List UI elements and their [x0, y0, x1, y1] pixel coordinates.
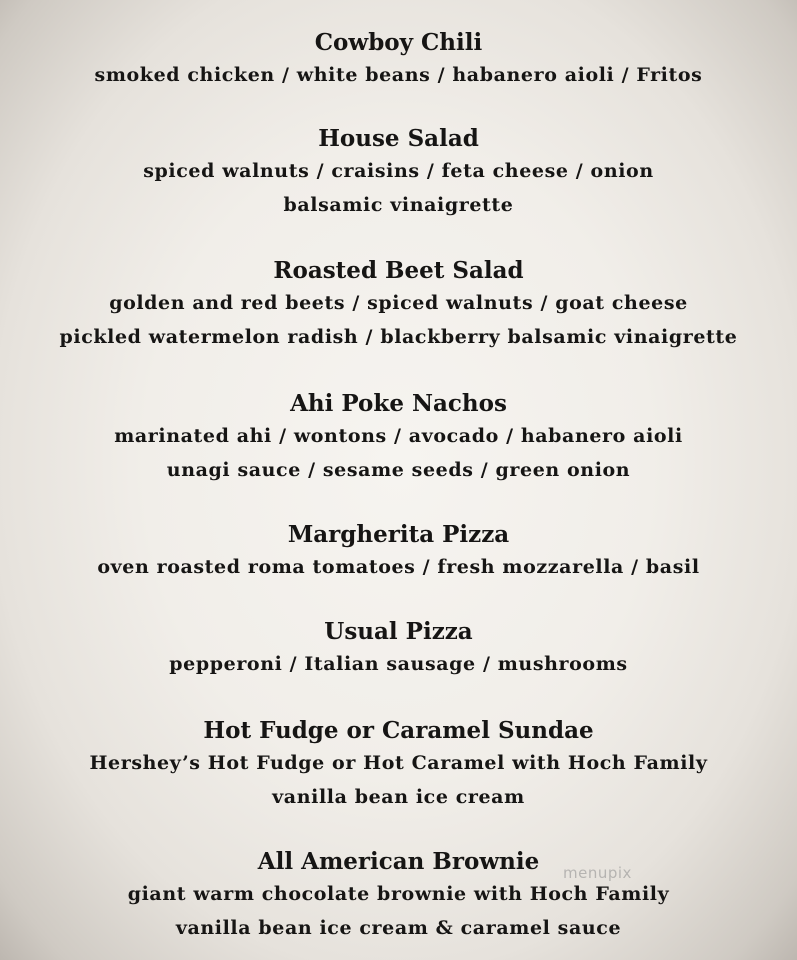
- menu-item-roasted-beet-salad: [0, 256, 797, 354]
- item-title: Margherita Pizza: [287, 521, 510, 548]
- item-description-line: golden and red beets / spiced walnuts / goat cheese: [109, 292, 688, 314]
- item-description-line: unagi sauce / sesame seeds / green onion: [166, 459, 631, 481]
- menu-item-sundae: [0, 716, 797, 814]
- item-title: Cowboy Chili: [314, 29, 483, 56]
- item-description-line: pickled watermelon radish / blackberry balsamic vinaigrette: [59, 326, 738, 348]
- menu-item-ahi-poke-nachos: [0, 389, 797, 487]
- watermark: menupix: [563, 864, 632, 882]
- item-title: All American Brownie: [257, 848, 540, 875]
- item-description-line: oven roasted roma tomatoes / fresh mozzarella / basil: [97, 556, 700, 578]
- item-title: Ahi Poke Nachos: [290, 390, 507, 417]
- item-description-line: vanilla bean ice cream: [272, 786, 525, 808]
- item-title: House Salad: [318, 125, 479, 152]
- item-description-line: Hershey’s Hot Fudge or Hot Caramel with Hoch Family: [89, 752, 708, 774]
- item-description-line: pepperoni / Italian sausage / mushrooms: [169, 653, 628, 675]
- item-description-line: giant warm chocolate brownie with Hoch Family: [127, 883, 670, 905]
- menu-item-margherita-pizza: [0, 520, 797, 584]
- item-title: Usual Pizza: [324, 618, 473, 645]
- item-description-line: vanilla bean ice cream & caramel sauce: [175, 917, 622, 939]
- menu-item-usual-pizza: [0, 617, 797, 681]
- menu-item-cowboy-chili: [0, 28, 797, 92]
- item-description-line: balsamic vinaigrette: [283, 194, 514, 216]
- item-title: Hot Fudge or Caramel Sundae: [203, 717, 594, 744]
- item-description-line: spiced walnuts / craisins / feta cheese / onion: [143, 160, 654, 182]
- item-description-line: smoked chicken / white beans / habanero aioli / Fritos: [94, 64, 703, 86]
- menu-item-house-salad: [0, 124, 797, 222]
- menu-item-all-american-brownie: [0, 847, 797, 945]
- item-description-line: marinated ahi / wontons / avocado / habanero aioli: [114, 425, 683, 447]
- item-title: Roasted Beet Salad: [273, 257, 524, 284]
